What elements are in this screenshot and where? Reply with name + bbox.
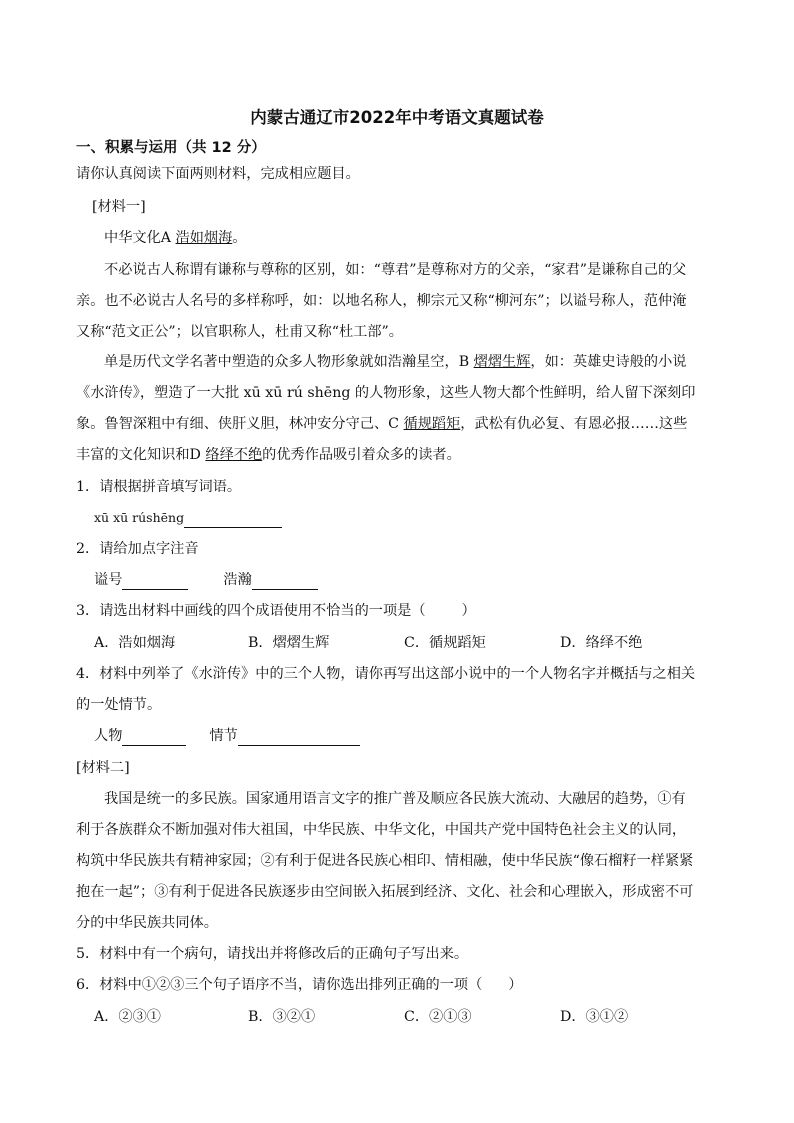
material1-label: [材料一] xyxy=(92,199,146,215)
q4-answer-line xyxy=(94,726,734,746)
q4-person-blank[interactable] xyxy=(122,729,186,746)
idiom-d: 络绎不绝 xyxy=(205,447,263,463)
material2-line3: 构筑中华民族共有精神家园；②有利于促进各民族心相印、情相融，使中华民族“像石榴籽一样紧紧 xyxy=(76,853,694,869)
q6-option-d[interactable]: D．③①② xyxy=(560,1009,629,1025)
text-span: 象。鲁智深粗中有细、侠肝义胆，林冲安分守己、C xyxy=(76,416,404,432)
material2-line2: 利于各族群众不断加强对伟大祖国，中华民族、中华文化，中国共产党中国特色社会主义的认同， xyxy=(76,822,687,838)
section-heading: 一、积累与运用（共 12 分） xyxy=(76,140,266,156)
question-1: 1．请根据拼音填写词语。 xyxy=(76,479,242,495)
intro-text: 请你认真阅读下面两则材料，完成相应题目。 xyxy=(76,166,360,182)
idiom-b: 熠熠生辉 xyxy=(473,354,531,370)
text-span: ，如：英雄史诗般的小说 xyxy=(530,354,687,370)
question-4-line2: 的一处情节。 xyxy=(76,697,162,713)
material1-p2-line3: 又称“范文正公”；以官职称人，杜甫又称“杜工部”。 xyxy=(76,324,403,340)
idiom-a: 浩如烟海 xyxy=(175,230,233,246)
material1-p3-line3 xyxy=(76,414,716,434)
q2-answer-line xyxy=(94,570,734,590)
page-title: 内蒙古通辽市2022年中考语文真题试卷 xyxy=(250,108,544,127)
q2-blank-b[interactable] xyxy=(252,573,318,590)
q3-option-d[interactable]: D．络绎不绝 xyxy=(560,635,643,651)
q3-paren-close: ） xyxy=(461,603,476,619)
question-6 xyxy=(76,975,716,995)
material1-paragraph1 xyxy=(104,228,744,248)
material2-line5: 分的中华民族共同体。 xyxy=(76,915,218,931)
q3-option-b[interactable]: B．熠熠生辉 xyxy=(248,635,330,651)
text-span: 。 xyxy=(232,230,247,246)
q1-answer-line xyxy=(94,508,734,528)
material2-line1: 我国是统一的多民族。国家通用语言文字的推广普及顺应各民族大流动、大融居的趋势，①有 xyxy=(104,791,686,807)
material1-p2-line2: 亲。也不必说古人名号的多样称呼，如：以地名称人，柳宗元又称“柳河东”；以谥号称人，范仲淹 xyxy=(76,293,687,309)
q3-option-c[interactable]: C．循规蹈矩 xyxy=(404,635,486,651)
q3-option-a[interactable]: A．浩如烟海 xyxy=(94,635,176,651)
text-span: ，武松有仇必复、有恩必报……这些 xyxy=(460,416,688,432)
q2-blank-a[interactable] xyxy=(122,573,188,590)
q6-paren-close: ） xyxy=(508,977,523,993)
q6-option-b[interactable]: B．③②① xyxy=(248,1009,316,1025)
q1-answer-blank[interactable] xyxy=(184,511,282,528)
idiom-c: 循规蹈矩 xyxy=(403,416,461,432)
material2-line4: 抱在一起”；③有利于促进各民族逐步由空间嵌入拓展到经济、文化、社会和心理嵌入，形成密不可 xyxy=(76,884,694,900)
q4-plot-blank[interactable] xyxy=(238,729,360,746)
q2-word-b: 浩瀚 xyxy=(223,572,252,588)
question-3 xyxy=(76,601,716,621)
material1-p3-line1 xyxy=(104,352,744,372)
material1-p3-line2: 《水浒传》，塑造了一大批 xū xū rú shēng 的人物形象，这些人物大都个性鲜明，给人留下深刻印 xyxy=(76,385,696,401)
material1-p2-line1: 不必说古人称谓有谦称与尊称的区别，如：“尊君”是尊称对方的父亲，“家君”是谦称自己的父 xyxy=(104,262,687,278)
material2-label: [材料二] xyxy=(76,760,130,776)
question-4-line1: 4．材料中列举了《水浒传》中的三个人物，请你再写出这部小说中的一个人物名字并概括与之相关 xyxy=(76,666,696,682)
q4-plot-label: 情节 xyxy=(209,728,238,744)
q6-option-c[interactable]: C．②①③ xyxy=(404,1009,472,1025)
q3-stem: 3．请选出材料中画线的四个成语使用不恰当的一项是（ xyxy=(76,603,426,619)
question-2: 2．请给加点字注音 xyxy=(76,541,199,557)
text-span: 丰富的文化知识和D xyxy=(76,447,206,463)
q6-option-a[interactable]: A．②③① xyxy=(94,1009,161,1025)
text-span: 的优秀作品吸引着众多的读者。 xyxy=(262,447,461,463)
q1-pinyin: xū xū rúshēng xyxy=(94,510,185,525)
question-5: 5．材料中有一个病句，请找出并将修改后的正确句子写出来。 xyxy=(76,946,469,962)
q4-person-label: 人物 xyxy=(94,728,123,744)
text-span: 中华文化A xyxy=(104,230,176,246)
q6-stem: 6．材料中①②③三个句子语序不当，请你选出排列正确的一项（ xyxy=(76,977,483,993)
text-span: 单是历代文学名著中塑造的众多人物形象就如浩瀚星空，B xyxy=(104,354,474,370)
material1-p3-line4 xyxy=(76,445,716,465)
q2-word-a: 谥号 xyxy=(94,572,123,588)
